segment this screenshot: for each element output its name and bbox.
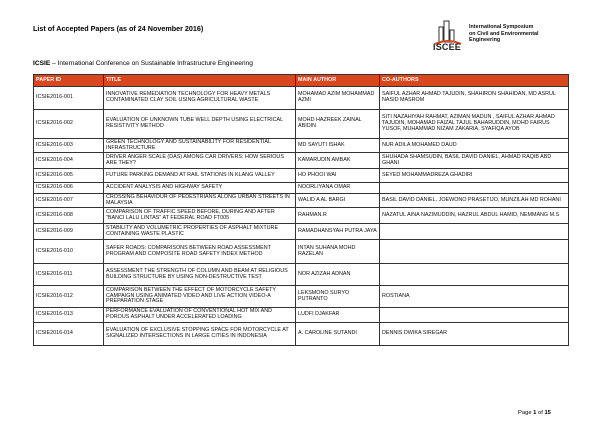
paper-title: PERFORMANCE EVALUATION OF CONVENTIONAL HOT MIX AND POROUS ASPHALT UNDER ACCELERATED LOADING	[104, 308, 296, 323]
logo-line-3: Engineering	[469, 37, 501, 44]
paper-id: ICSIE2016-005	[34, 169, 104, 183]
table-row	[34, 240, 569, 264]
table-row	[34, 110, 569, 139]
table-row	[34, 153, 569, 169]
main-author: LEKSMONO SURYO PUTRANTO	[296, 286, 380, 308]
paper-id: ICSIE2016-003	[34, 139, 104, 153]
main-author: RAHMAN.R	[296, 208, 380, 224]
co-authors: SHUHADA SHAMSUDIN, BASIL DAVID DANIEL, AHMAD RAQIB ABD GHANI	[380, 153, 569, 169]
logo-wordmark: ISCEE	[433, 42, 462, 52]
table-row	[34, 224, 569, 240]
paper-title: INNOVATIVE REMEDIATION TECHNOLOGY FOR HEAVY METALS CONTAMINATED CLAY SOIL USING AGRICULTURAL WASTE	[104, 87, 296, 110]
main-author: MD SAYUTI ISHAK	[296, 139, 380, 153]
page-total: 15	[544, 410, 551, 416]
logo-line-2: on Civil and Environmental	[469, 30, 539, 37]
table-row	[34, 87, 569, 110]
paper-title: COMPARISON OF TRAFFIC SPEED BEFORE, DURING AND AFTER "BANCI LALU LINTAS" AT FEDERAL ROAD FT005	[104, 208, 296, 224]
page-prefix: Page	[518, 410, 534, 416]
document-title: List of Accepted Papers (as of 24 November 2016)	[33, 24, 204, 33]
iscee-logo	[433, 13, 573, 55]
co-authors: NUR ADILA MOHAMED DAUD	[380, 139, 569, 153]
table-row	[34, 208, 569, 224]
paper-id: ICSIE2016-002	[34, 110, 104, 139]
header-title: TITLE	[104, 75, 296, 87]
page-indicator	[518, 410, 551, 416]
paper-id: ICSIE2016-012	[34, 286, 104, 308]
header-co-authors: CO-AUTHORS	[380, 75, 569, 87]
co-authors	[380, 224, 569, 240]
co-authors	[380, 308, 569, 323]
table-header-row	[34, 75, 569, 87]
main-author: MOHD HAZREEK ZAINAL ABIDIN	[296, 110, 380, 139]
paper-id: ICSIE2016-001	[34, 87, 104, 110]
table-row	[34, 194, 569, 208]
table-row	[34, 286, 569, 308]
main-author: RAMADHANSYAH PUTRA JAYA	[296, 224, 380, 240]
main-author: NOR AZIZAH ADNAN	[296, 264, 380, 286]
main-author: MOHAMAD AZIM MOHAMMAD AZMI	[296, 87, 380, 110]
paper-id: ICSIE2016-014	[34, 323, 104, 346]
table-row	[34, 264, 569, 286]
paper-title: FUTURE PARKING DEMAND AT RAIL STATIONS IN KLANG VALLEY	[104, 169, 296, 183]
paper-id: ICSIE2016-007	[34, 194, 104, 208]
paper-id: ICSIE2016-009	[34, 224, 104, 240]
main-author: A. CAROLINE SUTANDI	[296, 323, 380, 346]
paper-title: STABILITY AND VOLUMETRIC PROPERTIES OF ASPHALT MIXTURE CONTAINING WASTE PLASTIC	[104, 224, 296, 240]
table-row	[34, 139, 569, 153]
main-author: WALID A AL BARGI	[296, 194, 380, 208]
paper-id: ICSIE2016-011	[34, 264, 104, 286]
co-authors	[380, 183, 569, 194]
main-author: NOORLIYANA OMAR	[296, 183, 380, 194]
table-row	[34, 308, 569, 323]
header-main-author: MAIN AUTHOR	[296, 75, 380, 87]
co-authors: NAZATUL AINA NAZIMUDDIN, HAZRUL ABDUL HAMID, NEMMANG M.S	[380, 208, 569, 224]
paper-title: EVALUATION OF UNKNOWN TUBE WELL DEPTH USING ELECTRICAL RESISTIVITY METHOD	[104, 110, 296, 139]
conference-name: – International Conference on Sustainable Infrastructure Engineering	[50, 60, 253, 67]
co-authors: SITI NAZAHIYAH RAHMAT, AZIMAN MADUN , SAIFUL AZHAR AHMAD TAJUDIN, MOHAMAD FAIZAL TAJUL BAHARUDDIN, MOHD FAIRUS YUSOF, MUHAMMAD NIZAM ZAKARIA, SYAFIQA AYOB	[380, 110, 569, 139]
main-author: KAMARUDIN AMBAK	[296, 153, 380, 169]
main-author: HO PHOOI WAI	[296, 169, 380, 183]
header-paper-id: PAPER ID	[34, 75, 104, 87]
co-authors: ROSTIANA	[380, 286, 569, 308]
paper-id: ICSIE2016-010	[34, 240, 104, 264]
paper-title: DRIVER ANGER SCALE (DAS) AMONG CAR DRIVERS: HOW SERIOUS ARE THEY?	[104, 153, 296, 169]
table-row	[34, 323, 569, 346]
table-row	[34, 169, 569, 183]
page-current: 1	[533, 410, 537, 416]
paper-title: EVALUATION OF EXCLUSIVE STOPPING SPACE FOR MOTORCYCLE AT SIGNALIZED INTERSECTIONS IN LARGE CITIES IN INDONESIA	[104, 323, 296, 346]
paper-title: COMPARISON BETWEEN THE EFFECT OF MOTORCYCLE SAFETY CAMPAIGN USING ANIMATED VIDEO AND LIVE ACTION VIDEO-A PREPARATION STAGE	[104, 286, 296, 308]
paper-title: GREEN TECHNOLOGY AND SUSTAINABILITY FOR RESIDENTIAL INFRASTRUCTURE	[104, 139, 296, 153]
logo-line-1: International Symposium	[469, 24, 534, 30]
conference-title	[33, 60, 253, 67]
accepted-papers-table	[33, 74, 569, 346]
co-authors: SAIFUL AZHAR AHMAD TAJUDIN, SHAHIRON SHAHIDAN, MD ASRUL NASID MASROM	[380, 87, 569, 110]
main-author: INTAN SUHANA MOHD RAZELAN	[296, 240, 380, 264]
conference-acronym: ICSIE	[33, 60, 51, 67]
paper-id: ICSIE2016-013	[34, 308, 104, 323]
paper-title: CROSSING BEHAVIOUR OF PEDESTRIANS ALONG URBAN STREETS IN MALAYSIA	[104, 194, 296, 208]
paper-title: ASSESSMENT THE STRENGTH OF COLUMN AND BEAM AT RELIGIOUS BUILDING STRUCTURE BY USING NON-DESTRUCTIVE TEST	[104, 264, 296, 286]
co-authors: SEYED MOHAMMADREZA GHADIRI	[380, 169, 569, 183]
paper-title: SAFER ROADS: COMPARISONS BETWEEN ROAD ASSESSMENT PROGRAM AND COMPOSITE ROAD SAFETY INDEX METHOD	[104, 240, 296, 264]
co-authors: BASIL DAVID DANIEL, JOEWONO PRASETIJO, MUNZILAH MD ROHANI	[380, 194, 569, 208]
page-of: of	[536, 410, 545, 416]
main-author: LUDFI DJAKFAR	[296, 308, 380, 323]
table-row	[34, 183, 569, 194]
co-authors	[380, 264, 569, 286]
paper-id: ICSIE2016-008	[34, 208, 104, 224]
co-authors	[380, 240, 569, 264]
paper-id: ICSIE2016-004	[34, 153, 104, 169]
paper-title: ACCIDENT ANALYSIS AND HIGHWAY SAFETY	[104, 183, 296, 194]
co-authors: DENNIS DWIKA SIREGAR	[380, 323, 569, 346]
paper-id: ICSIE2016-006	[34, 183, 104, 194]
logo-text	[469, 24, 539, 44]
